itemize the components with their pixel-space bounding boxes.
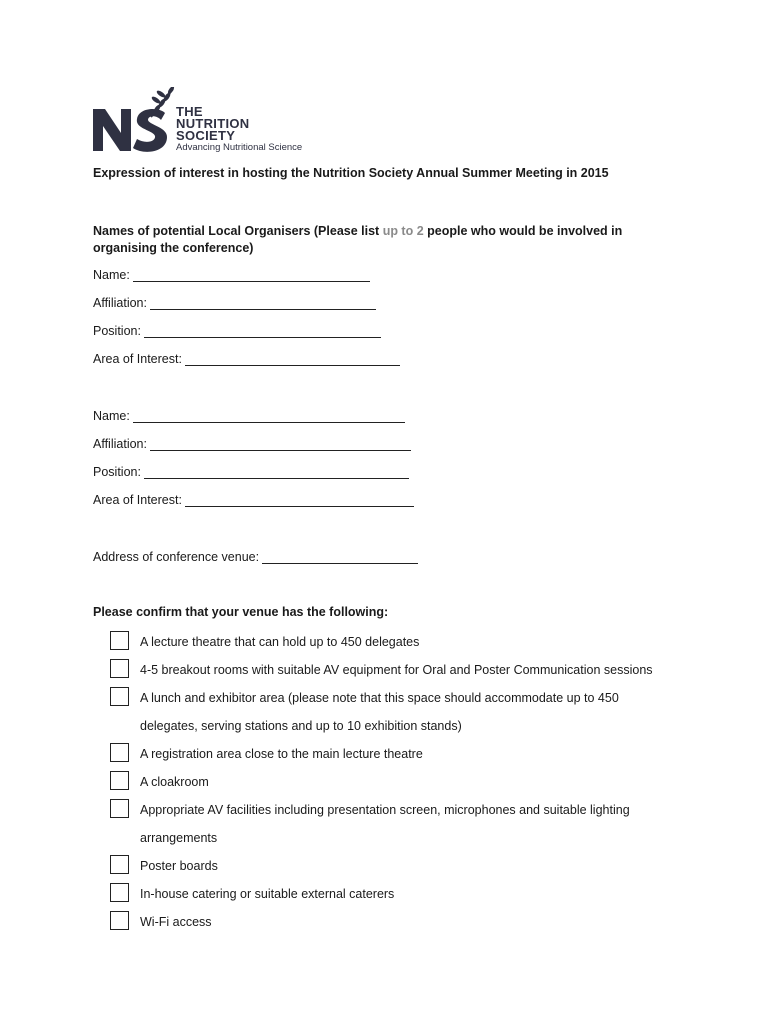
checkbox-cloakroom[interactable] (110, 771, 129, 790)
option-registration-area: A registration area close to the main lecture theatre (140, 747, 423, 761)
organiser1-name-field[interactable] (133, 269, 370, 282)
organisers-heading-highlight: up to 2 (382, 224, 424, 238)
checkbox-poster-boards[interactable] (110, 855, 129, 874)
logo-line-the: THE (176, 104, 203, 119)
organiser1-affiliation-row (93, 296, 376, 310)
page-title: Expression of interest in hosting the Nutrition Society Annual Summer Meeting in 2015 (93, 166, 609, 180)
option-breakout-rooms: 4-5 breakout rooms with suitable AV equipment for Oral and Poster Communication sessions (140, 663, 653, 677)
organiser2-area-row (93, 493, 414, 507)
option-av-facilities: Appropriate AV facilities including presentation screen, microphones and suitable lighting (140, 803, 630, 817)
nutrition-society-logo (93, 87, 308, 153)
area-of-interest-label: Area of Interest: (93, 493, 182, 507)
organiser1-name-row (93, 268, 370, 282)
checkbox-av-facilities[interactable] (110, 799, 129, 818)
option-cloakroom: A cloakroom (140, 775, 209, 789)
checkbox-wifi[interactable] (110, 911, 129, 930)
affiliation-label: Affiliation: (93, 296, 147, 310)
venue-address-field[interactable] (262, 551, 418, 564)
organiser2-name-field[interactable] (133, 410, 405, 423)
checkbox-breakout-rooms[interactable] (110, 659, 129, 678)
organiser2-affiliation-row (93, 437, 411, 451)
option-wifi: Wi-Fi access (140, 915, 212, 929)
organisers-heading-text-end: people who would be involved in organising the conference) (93, 224, 623, 255)
checkbox-lecture-theatre[interactable] (110, 631, 129, 650)
organiser2-position-row (93, 465, 409, 479)
organisers-heading (93, 223, 683, 257)
logo-wordmark (176, 106, 249, 142)
logo-tagline: Advancing Nutritional Science (176, 142, 303, 153)
organiser2-area-field[interactable] (185, 494, 414, 507)
ns-monogram-icon (93, 87, 175, 153)
checkbox-catering[interactable] (110, 883, 129, 902)
organiser1-affiliation-field[interactable] (150, 297, 376, 310)
affiliation-label: Affiliation: (93, 437, 147, 451)
organiser1-area-row (93, 352, 400, 366)
venue-label: Address of conference venue: (93, 550, 260, 564)
organiser2-position-field[interactable] (144, 466, 409, 479)
organiser2-affiliation-field[interactable] (150, 438, 411, 451)
organiser1-position-field[interactable] (144, 325, 381, 338)
organiser1-area-field[interactable] (185, 353, 400, 366)
checkbox-lunch-exhibitor-area[interactable] (110, 687, 129, 706)
organisers-heading-text: Names of potential Local Organisers (Please list (93, 224, 383, 238)
venue-row (93, 550, 418, 564)
organiser2-name-row (93, 409, 405, 423)
option-poster-boards: Poster boards (140, 859, 218, 873)
name-label: Name: (93, 268, 130, 282)
position-label: Position: (93, 324, 141, 338)
organiser1-position-row (93, 324, 381, 338)
position-label: Position: (93, 465, 141, 479)
option-lunch-exhibitor-area: A lunch and exhibitor area (please note that this space should accommodate up to 450 (140, 691, 619, 705)
confirm-heading: Please confirm that your venue has the following: (93, 605, 389, 619)
option-av-facilities-cont: arrangements (140, 831, 218, 845)
option-catering: In-house catering or suitable external caterers (140, 887, 395, 901)
option-lunch-exhibitor-area-cont: delegates, serving stations and up to 10 exhibition stands) (140, 719, 462, 733)
checkbox-registration-area[interactable] (110, 743, 129, 762)
logo-line-nutrition: NUTRITION (176, 116, 250, 131)
name-label: Name: (93, 409, 130, 423)
option-lecture-theatre: A lecture theatre that can hold up to 450 delegates (140, 635, 420, 649)
logo-line-society: SOCIETY (176, 128, 236, 143)
area-of-interest-label: Area of Interest: (93, 352, 182, 366)
